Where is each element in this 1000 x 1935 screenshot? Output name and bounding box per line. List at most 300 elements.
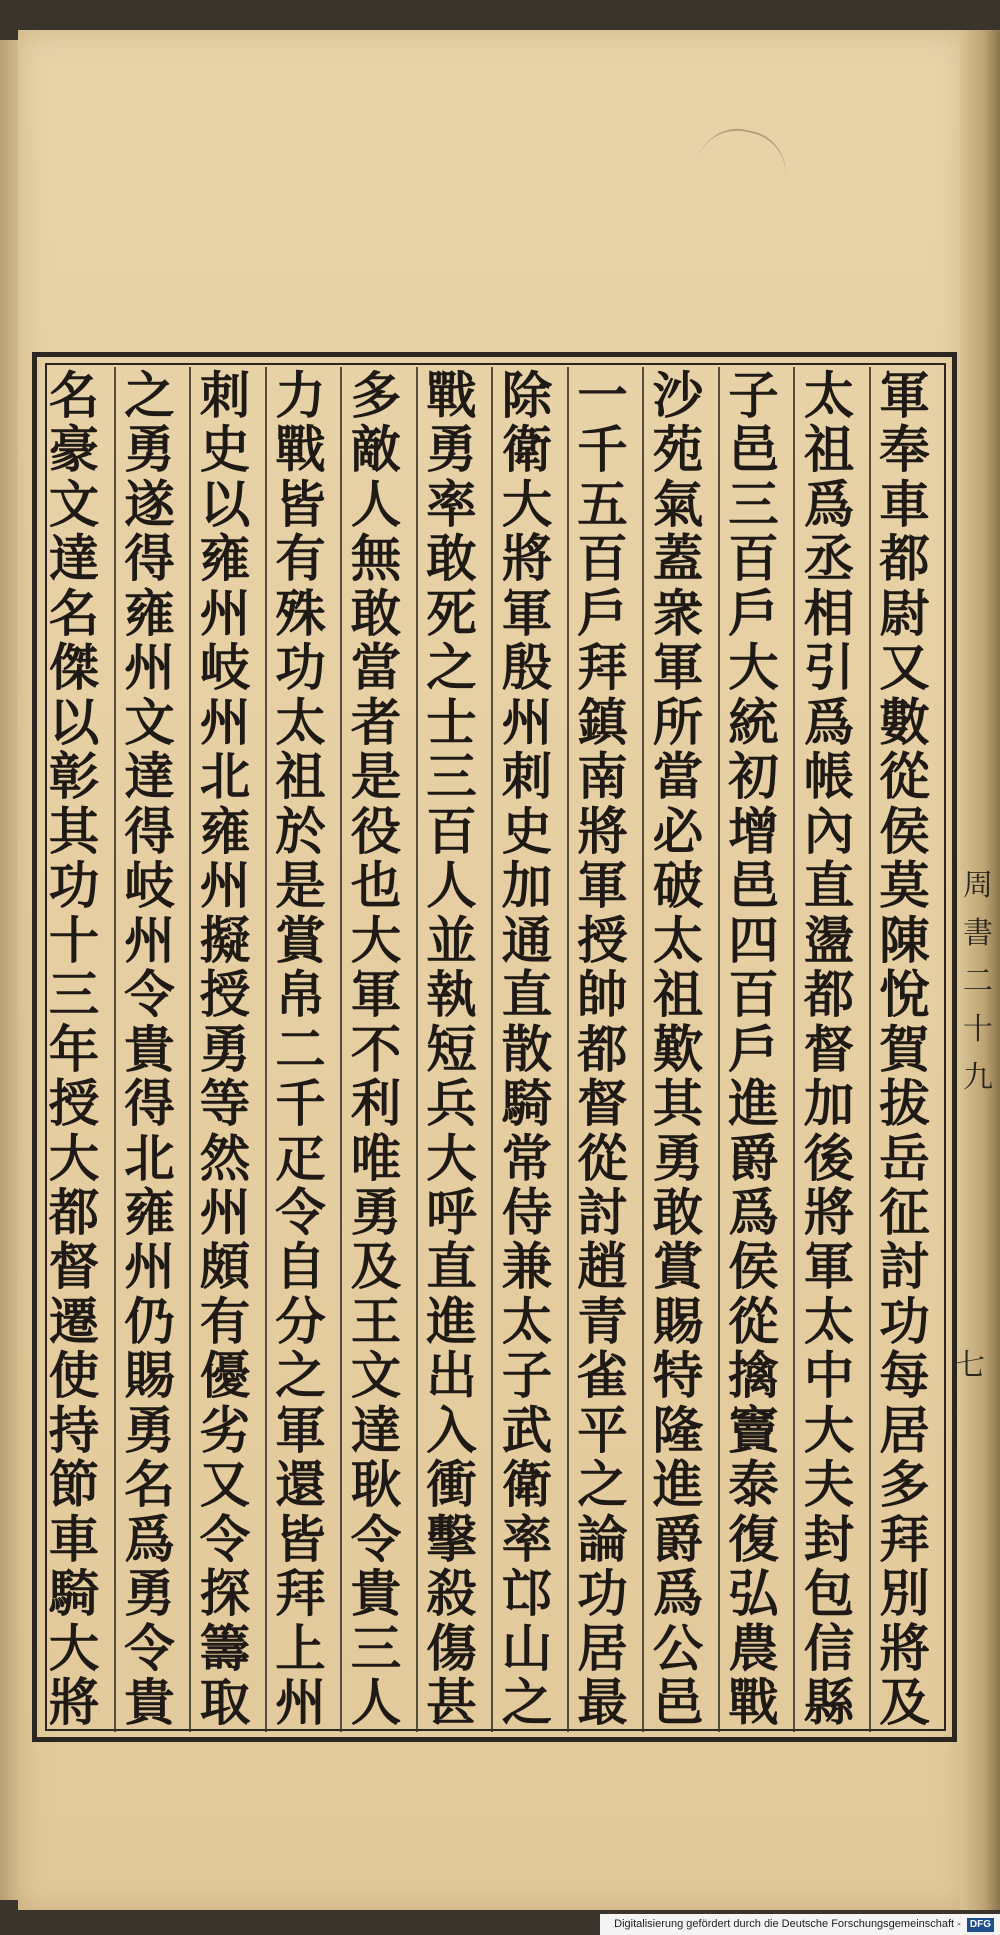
glyph: 直 [426, 1237, 477, 1297]
glyph: 大 [501, 474, 553, 534]
glyph: 名 [48, 365, 100, 425]
glyph: 復 [728, 1509, 779, 1569]
glyph: 三 [426, 747, 477, 807]
glyph: 必 [652, 801, 704, 861]
glyph: 泰 [728, 1455, 779, 1515]
glyph: 二 [275, 1019, 326, 1079]
glyph: 士 [426, 692, 477, 752]
glyph: 鎮 [577, 692, 628, 752]
glyph: 加 [501, 856, 553, 916]
text-column [116, 365, 184, 1733]
text-column [418, 365, 486, 1733]
glyph: 其 [652, 1074, 704, 1134]
glyph: 常 [501, 1128, 553, 1188]
glyph: 加 [803, 1074, 855, 1134]
glyph: 州 [199, 1183, 251, 1243]
glyph: 多 [350, 365, 402, 425]
glyph: 青 [577, 1291, 628, 1351]
glyph: 入 [426, 1400, 477, 1460]
glyph: 籌 [199, 1618, 251, 1678]
glyph: 短 [426, 1019, 477, 1079]
glyph: 騎 [48, 1564, 100, 1624]
glyph: 功 [48, 856, 100, 916]
glyph: 山 [501, 1618, 553, 1678]
glyph: 文 [350, 1346, 402, 1406]
glyph: 兵 [426, 1074, 477, 1134]
glyph: 居 [577, 1618, 628, 1678]
glyph: 以 [199, 474, 251, 534]
glyph: 將 [879, 1618, 930, 1678]
glyph: 大 [426, 1128, 477, 1188]
glyph: 率 [501, 1509, 553, 1569]
glyph: 遂 [124, 474, 175, 534]
glyph: 令 [350, 1509, 402, 1569]
glyph: 州 [199, 692, 251, 752]
glyph: 通 [501, 910, 553, 970]
glyph: 呼 [426, 1183, 477, 1243]
glyph: 賀 [879, 1019, 930, 1079]
glyph: 率 [426, 474, 477, 534]
glyph: 帛 [275, 965, 326, 1025]
glyph: 大 [48, 1128, 100, 1188]
column-rule [491, 367, 493, 1732]
glyph: 太 [652, 910, 704, 970]
column-rule [793, 367, 795, 1732]
column-rule [642, 367, 644, 1732]
glyph: 功 [879, 1291, 930, 1351]
glyph: 擬 [199, 910, 251, 970]
glyph: 得 [124, 1074, 175, 1134]
glyph: 並 [426, 910, 477, 970]
glyph: 邑 [652, 1673, 704, 1733]
glyph: 得 [124, 529, 175, 589]
glyph: 賜 [124, 1346, 175, 1406]
glyph: 百 [577, 529, 628, 589]
glyph: 四 [728, 910, 779, 970]
glyph: 督 [48, 1237, 100, 1297]
glyph: 賞 [275, 910, 326, 970]
glyph: 直 [803, 856, 855, 916]
glyph: 進 [728, 1074, 779, 1134]
glyph: 傷 [426, 1618, 477, 1678]
glyph: 勇 [124, 1400, 175, 1460]
glyph: 內 [803, 801, 855, 861]
side-title-glyph: 書 [963, 916, 993, 951]
glyph: 執 [426, 965, 477, 1025]
glyph: 令 [124, 1618, 175, 1678]
glyph: 等 [199, 1074, 251, 1134]
glyph: 刺 [501, 747, 553, 807]
glyph: 上 [275, 1618, 326, 1678]
glyph: 敵 [350, 420, 402, 480]
glyph: 將 [577, 801, 628, 861]
glyph: 及 [879, 1673, 930, 1733]
glyph: 使 [48, 1346, 100, 1406]
glyph: 農 [728, 1618, 779, 1678]
footer-text: Digitalisierung gefördert durch die Deutsche Forschungsgemeinschaft - [614, 1918, 961, 1930]
glyph: 皆 [275, 1509, 326, 1569]
glyph: 戶 [577, 583, 628, 643]
glyph: 劣 [199, 1400, 251, 1460]
glyph: 千 [275, 1074, 326, 1134]
glyph: 是 [350, 747, 402, 807]
glyph: 功 [577, 1564, 628, 1624]
glyph: 信 [803, 1618, 855, 1678]
glyph: 戶 [728, 1019, 779, 1079]
glyph: 出 [426, 1346, 477, 1406]
glyph: 軍 [652, 638, 704, 698]
glyph: 包 [803, 1564, 855, 1624]
side-title [960, 860, 996, 1096]
glyph: 又 [199, 1455, 251, 1515]
glyph: 之 [426, 638, 477, 698]
glyph: 史 [199, 420, 251, 480]
glyph: 衝 [426, 1455, 477, 1515]
glyph: 之 [124, 365, 175, 425]
text-column [267, 365, 335, 1733]
page-number: 七 [955, 1348, 985, 1383]
glyph: 拜 [879, 1509, 930, 1569]
glyph: 太 [501, 1291, 553, 1351]
glyph: 衛 [501, 420, 553, 480]
glyph: 督 [803, 1019, 855, 1079]
glyph: 達 [124, 747, 175, 807]
glyph: 隆 [652, 1400, 704, 1460]
glyph: 岐 [199, 638, 251, 698]
glyph: 年 [48, 1019, 100, 1079]
glyph: 無 [350, 529, 402, 589]
glyph: 衛 [501, 1455, 553, 1515]
glyph: 增 [728, 801, 779, 861]
glyph: 中 [803, 1346, 855, 1406]
column-rule [416, 367, 418, 1732]
glyph: 力 [275, 365, 326, 425]
side-title-glyph: 二 [963, 964, 993, 999]
glyph: 授 [577, 910, 628, 970]
glyph: 名 [124, 1455, 175, 1515]
glyph: 相 [803, 583, 855, 643]
glyph: 優 [199, 1346, 251, 1406]
glyph: 衆 [652, 583, 704, 643]
glyph: 州 [124, 910, 175, 970]
glyph: 賜 [652, 1291, 704, 1351]
glyph: 將 [803, 1183, 855, 1243]
side-title-glyph: 周 [963, 868, 993, 903]
glyph: 祖 [652, 965, 704, 1025]
glyph: 擒 [728, 1346, 779, 1406]
glyph: 奉 [879, 420, 930, 480]
glyph: 殺 [426, 1564, 477, 1624]
glyph: 不 [350, 1019, 402, 1079]
glyph: 文 [124, 692, 175, 752]
glyph: 數 [879, 692, 930, 752]
glyph: 帳 [803, 747, 855, 807]
glyph: 頗 [199, 1237, 251, 1297]
glyph: 三 [350, 1618, 402, 1678]
glyph: 北 [199, 747, 251, 807]
glyph: 又 [879, 638, 930, 698]
glyph: 人 [426, 856, 477, 916]
glyph: 授 [199, 965, 251, 1025]
glyph: 勇 [350, 1183, 402, 1243]
glyph: 居 [879, 1400, 930, 1460]
glyph: 軍 [879, 365, 930, 425]
glyph: 軍 [577, 856, 628, 916]
glyph: 皆 [275, 474, 326, 534]
glyph: 侯 [879, 801, 930, 861]
glyph: 史 [501, 801, 553, 861]
glyph: 子 [728, 365, 779, 425]
glyph: 勇 [124, 1564, 175, 1624]
column-rule [189, 367, 191, 1732]
glyph: 南 [577, 747, 628, 807]
glyph: 帥 [577, 965, 628, 1025]
side-title-glyph: 九 [963, 1060, 993, 1095]
footer-credit [600, 1914, 1000, 1935]
glyph: 從 [879, 747, 930, 807]
glyph: 趙 [577, 1237, 628, 1297]
dfg-logo: DFG [967, 1918, 994, 1932]
glyph: 縣 [803, 1673, 855, 1733]
glyph: 戰 [275, 420, 326, 480]
glyph: 戰 [426, 365, 477, 425]
glyph: 丞 [803, 529, 855, 589]
glyph: 敢 [652, 1183, 704, 1243]
glyph: 雀 [577, 1346, 628, 1406]
glyph: 役 [350, 801, 402, 861]
glyph: 別 [879, 1564, 930, 1624]
glyph: 戶 [728, 583, 779, 643]
glyph: 之 [501, 1673, 553, 1733]
glyph: 軍 [275, 1400, 326, 1460]
glyph: 最 [577, 1673, 628, 1733]
glyph: 還 [275, 1455, 326, 1515]
glyph: 破 [652, 856, 704, 916]
glyph: 沙 [652, 365, 704, 425]
glyph: 州 [199, 583, 251, 643]
glyph: 一 [577, 365, 628, 425]
glyph: 傑 [48, 638, 100, 698]
glyph: 敢 [350, 583, 402, 643]
glyph: 侍 [501, 1183, 553, 1243]
glyph: 彰 [48, 747, 100, 807]
glyph: 分 [275, 1291, 326, 1351]
glyph: 授 [48, 1074, 100, 1134]
glyph: 太 [275, 692, 326, 752]
glyph: 雍 [199, 529, 251, 589]
glyph: 祖 [275, 747, 326, 807]
column-rule [265, 367, 267, 1732]
glyph: 都 [879, 529, 930, 589]
glyph: 盪 [803, 910, 855, 970]
glyph: 祖 [803, 420, 855, 480]
text-column [40, 365, 108, 1733]
glyph: 當 [652, 747, 704, 807]
glyph: 討 [577, 1183, 628, 1243]
glyph: 平 [577, 1400, 628, 1460]
glyph: 遷 [48, 1291, 100, 1351]
glyph: 從 [577, 1128, 628, 1188]
glyph: 仍 [124, 1291, 175, 1351]
glyph: 蓋 [652, 529, 704, 589]
glyph: 爲 [728, 1183, 779, 1243]
glyph: 三 [728, 474, 779, 534]
text-column [191, 365, 259, 1733]
glyph: 車 [48, 1509, 100, 1569]
glyph: 功 [275, 638, 326, 698]
glyph: 尉 [879, 583, 930, 643]
glyph: 及 [350, 1237, 402, 1297]
glyph: 州 [199, 856, 251, 916]
glyph: 悅 [879, 965, 930, 1025]
glyph: 雍 [124, 1183, 175, 1243]
glyph: 每 [879, 1346, 930, 1406]
glyph: 貴 [124, 1019, 175, 1079]
glyph: 於 [275, 801, 326, 861]
glyph: 公 [652, 1618, 704, 1678]
glyph: 者 [350, 692, 402, 752]
glyph: 百 [728, 529, 779, 589]
text-column [569, 365, 637, 1733]
glyph: 之 [275, 1346, 326, 1406]
glyph: 子 [501, 1346, 553, 1406]
glyph: 侯 [728, 1237, 779, 1297]
glyph: 除 [501, 365, 553, 425]
glyph: 初 [728, 747, 779, 807]
glyph: 死 [426, 583, 477, 643]
glyph: 討 [879, 1237, 930, 1297]
glyph: 豪 [48, 420, 100, 480]
glyph: 有 [275, 529, 326, 589]
text-column [720, 365, 788, 1733]
glyph: 疋 [275, 1128, 326, 1188]
glyph: 拜 [275, 1564, 326, 1624]
glyph: 大 [48, 1618, 100, 1678]
text-column [493, 365, 561, 1733]
glyph: 莫 [879, 856, 930, 916]
column-rule [869, 367, 871, 1732]
glyph: 都 [803, 965, 855, 1025]
text-column [644, 365, 712, 1733]
glyph: 雍 [199, 801, 251, 861]
glyph: 多 [879, 1455, 930, 1515]
column-rule [718, 367, 720, 1732]
glyph: 爲 [652, 1564, 704, 1624]
glyph: 賞 [652, 1237, 704, 1297]
glyph: 直 [501, 965, 553, 1025]
glyph: 也 [350, 856, 402, 916]
glyph: 論 [577, 1509, 628, 1569]
glyph: 王 [350, 1291, 402, 1351]
glyph: 州 [501, 692, 553, 752]
glyph: 特 [652, 1346, 704, 1406]
glyph: 以 [48, 692, 100, 752]
glyph: 拜 [577, 638, 628, 698]
glyph: 後 [803, 1128, 855, 1188]
glyph: 節 [48, 1455, 100, 1515]
column-rule [114, 367, 116, 1732]
glyph: 擊 [426, 1509, 477, 1569]
glyph: 散 [501, 1019, 553, 1079]
glyph: 爲 [124, 1509, 175, 1569]
glyph: 拔 [879, 1074, 930, 1134]
glyph: 軍 [803, 1237, 855, 1297]
glyph: 岐 [124, 856, 175, 916]
glyph: 利 [350, 1074, 402, 1134]
glyph: 名 [48, 583, 100, 643]
glyph: 有 [199, 1291, 251, 1351]
glyph: 人 [350, 474, 402, 534]
glyph: 邑 [728, 420, 779, 480]
glyph: 勇 [124, 420, 175, 480]
text-column [871, 365, 939, 1733]
glyph: 征 [879, 1183, 930, 1243]
glyph: 耿 [350, 1455, 402, 1515]
glyph: 殷 [501, 638, 553, 698]
glyph: 騎 [501, 1074, 553, 1134]
glyph: 將 [48, 1673, 100, 1733]
glyph: 五 [577, 474, 628, 534]
text-column [342, 365, 410, 1733]
glyph: 戰 [728, 1673, 779, 1733]
glyph: 大 [350, 910, 402, 970]
glyph: 從 [728, 1291, 779, 1351]
glyph: 督 [577, 1074, 628, 1134]
glyph: 是 [275, 856, 326, 916]
glyph: 千 [577, 420, 628, 480]
glyph: 之 [577, 1455, 628, 1515]
glyph: 取 [199, 1673, 251, 1733]
glyph: 令 [124, 965, 175, 1025]
glyph: 州 [124, 638, 175, 698]
glyph: 州 [275, 1673, 326, 1733]
glyph: 武 [501, 1400, 553, 1460]
glyph: 歎 [652, 1019, 704, 1079]
glyph: 夫 [803, 1455, 855, 1515]
glyph: 當 [350, 638, 402, 698]
glyph: 刺 [199, 365, 251, 425]
glyph: 殊 [275, 583, 326, 643]
glyph: 邑 [728, 856, 779, 916]
glyph: 北 [124, 1128, 175, 1188]
glyph: 車 [879, 474, 930, 534]
glyph: 勇 [652, 1128, 704, 1188]
glyph: 然 [199, 1128, 251, 1188]
glyph: 氣 [652, 474, 704, 534]
glyph: 苑 [652, 420, 704, 480]
glyph: 文 [48, 474, 100, 534]
glyph: 十 [48, 910, 100, 970]
glyph: 大 [728, 638, 779, 698]
glyph: 統 [728, 692, 779, 752]
glyph: 貴 [124, 1673, 175, 1733]
glyph: 百 [728, 965, 779, 1025]
glyph: 兼 [501, 1237, 553, 1297]
glyph: 太 [803, 365, 855, 425]
glyph: 進 [426, 1291, 477, 1351]
glyph: 敢 [426, 529, 477, 589]
text-frame [32, 352, 957, 1742]
glyph: 探 [199, 1564, 251, 1624]
glyph: 軍 [501, 583, 553, 643]
glyph: 自 [275, 1237, 326, 1297]
glyph: 將 [501, 529, 553, 589]
glyph: 三 [48, 965, 100, 1025]
glyph: 邙 [501, 1564, 553, 1624]
glyph: 勇 [426, 420, 477, 480]
glyph: 州 [124, 1237, 175, 1297]
glyph: 勇 [199, 1019, 251, 1079]
